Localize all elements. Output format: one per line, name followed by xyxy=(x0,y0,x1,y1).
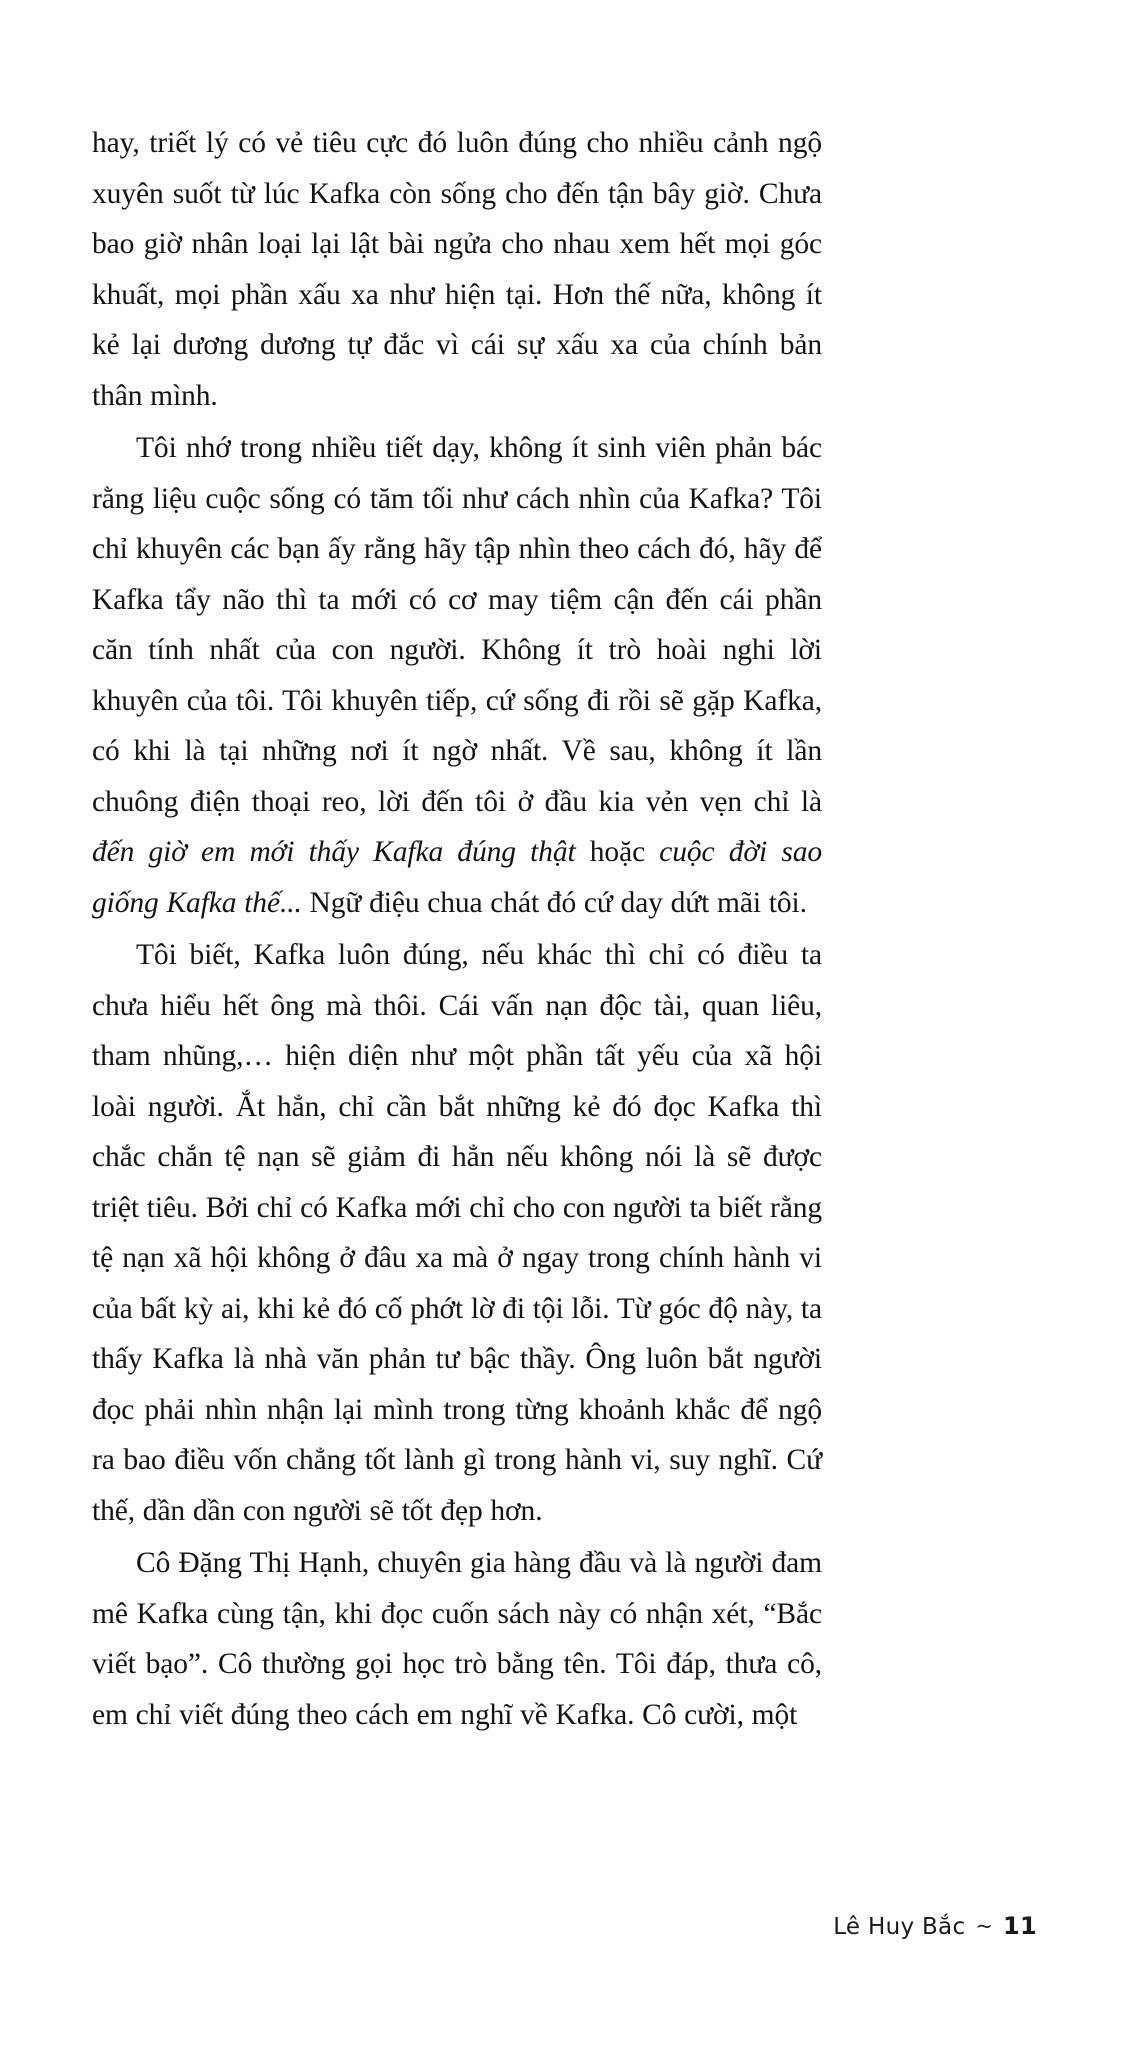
paragraph-2-run-2: hoặc xyxy=(575,836,660,868)
footer-author-name: Lê Huy Bắc xyxy=(833,1914,966,1940)
paragraph-2-run-1: Tôi nhớ trong nhiều tiết dạy, không ít sinh viên phản bác rằng liệu cuộc sống có tăm tối như cách nhìn của Kafka? Tôi chỉ khuyên các bạn ấy rằng hãy tập nhìn theo cách đó, hãy để Kafka tẩy não thì ta mới có cơ may tiệm cận đến cái phần căn tính nhất của con người. Không ít trò hoài nghi lời khuyên của tôi. Tôi khuyên tiếp, cứ sống đi rồi sẽ gặp Kafka, có khi là tại những nơi ít ngờ nhất. Về sau, không ít lần chuông điện thoại reo, lời đến tôi ở đầu kia vẻn vẹn chỉ là xyxy=(92,432,822,818)
footer-page-number: 11 xyxy=(1003,1912,1037,1940)
paragraph-1 xyxy=(92,118,822,421)
paragraph-3-text: Tôi biết, Kafka luôn đúng, nếu khác thì chỉ có điều ta chưa hiểu hết ông mà thôi. Cái vấn nạn độc tài, quan liêu, tham nhũng,… hiện diện như một phần tất yếu của xã hội loài người. Ắt hẳn, chỉ cần bắt những kẻ đó đọc Kafka thì chắc chắn tệ nạn sẽ giảm đi hẳn nếu không nói là sẽ được triệt tiêu. Bởi chỉ có Kafka mới chỉ cho con người ta biết rằng tệ nạn xã hội không ở đâu xa mà ở ngay trong chính hành vi của bất kỳ ai, khi kẻ đó cố phớt lờ đi tội lỗi. Từ góc độ này, ta thấy Kafka là nhà văn phản tư bậc thầy. Ông luôn bắt người đọc phải nhìn nhận lại mình trong từng khoảnh khắc để ngộ ra bao điều vốn chẳng tốt lành gì trong hành vi, suy nghĩ. Cứ thế, dần dần con người sẽ tốt đẹp hơn. xyxy=(92,939,823,1527)
paragraph-2-run-3: Ngữ điệu chua chát đó cứ day dứt mãi tôi. xyxy=(301,886,807,919)
paragraph-2-italic-quote-1: đến giờ em mới thấy Kafka đúng thật xyxy=(92,836,576,868)
paragraph-2-italic-quote-2: cuộc đời sao giống Kafka thế... xyxy=(92,836,822,919)
footer-ornament-icon: ~ xyxy=(975,1914,993,1938)
paragraph-4 xyxy=(92,1538,822,1740)
paragraph-2 xyxy=(92,423,822,928)
page-text-block xyxy=(92,118,822,1740)
paragraph-1-text: hay, triết lý có vẻ tiêu cực đó luôn đúng cho nhiều cảnh ngộ xuyên suốt từ lúc Kafka còn sống cho đến tận bây giờ. Chưa bao giờ nhân loại lại lật bài ngửa cho nhau xem hết mọi góc khuất, mọi phần xấu xa như hiện tại. Hơn thế nữa, không ít kẻ lại dương dương tự đắc vì cái sự xấu xa của chính bản thân mình. xyxy=(92,127,822,412)
page-footer xyxy=(833,1912,1037,1940)
paragraph-3 xyxy=(92,930,822,1536)
paragraph-4-text: Cô Đặng Thị Hạnh, chuyên gia hàng đầu và là người đam mê Kafka cùng tận, khi đọc cuốn sách này có nhận xét, “Bắc viết bạo”. Cô thường gọi học trò bằng tên. Tôi đáp, thưa cô, em chỉ viết đúng theo cách em nghĩ về Kafka. Cô cười, một xyxy=(92,1547,822,1731)
